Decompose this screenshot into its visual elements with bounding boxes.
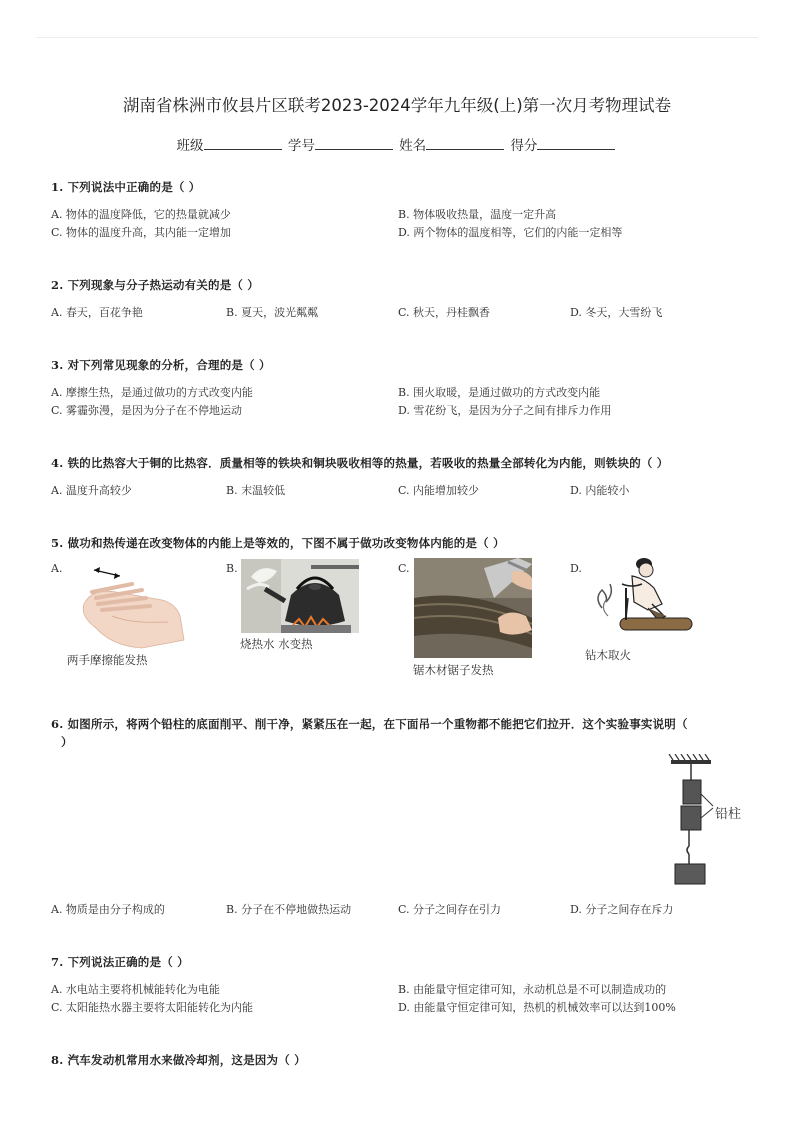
student-info-line [0,134,794,154]
q7-option-b[interactable]: B. 由能量守恒定律可知，永动机总是不可以制造成功的 [398,983,667,996]
name-blank[interactable] [426,135,504,150]
q4-option-d[interactable]: D. 内能较小 [570,484,630,497]
rubbing-hands-image [72,562,190,652]
q7-option-c[interactable]: C. 太阳能热水器主要将太阳能转化为内能 [51,1001,254,1014]
q7-option-a[interactable]: A. 水电站主要将机械能转化为电能 [51,983,220,996]
number-label: 学号 [287,138,315,154]
question-4-stem: 4. 铁的比热容大于铜的比热容．质量相等的铁块和铜块吸收相等的热量，若吸收的热量全部转化为内能，则铁块的（ ） [51,456,669,470]
kettle-image [241,559,359,633]
caption-c: 锯木材锯子发热 [413,663,494,677]
drilling-fire-image [592,558,696,642]
question-8-stem: 8. 汽车发动机常用水来做冷却剂，这是因为（ ） [51,1053,306,1067]
q5-option-d[interactable]: D. [570,562,582,575]
q2-option-b[interactable]: B. 夏天，波光粼粼 [226,306,319,319]
score-blank[interactable] [537,135,615,150]
class-blank[interactable] [204,135,282,150]
score-label: 得分 [510,138,538,154]
q1-option-c[interactable]: C. 物体的温度升高，其内能一定增加 [51,226,232,239]
q6-option-c[interactable]: C. 分子之间存在引力 [398,903,502,916]
q3-option-c[interactable]: C. 雾霾弥漫，是因为分子在不停地运动 [51,404,243,417]
q3-option-d[interactable]: D. 雪花纷飞，是因为分子之间有排斥力作用 [398,404,612,417]
q1-option-a[interactable]: A. 物体的温度降低，它的热量就减少 [51,208,231,221]
caption-a: 两手摩擦能发热 [67,653,148,667]
caption-b: 烧热水 水变热 [240,637,313,651]
name-label: 姓名 [399,138,427,154]
top-divider [36,37,758,38]
q7-option-d[interactable]: D. 由能量守恒定律可知，热机的机械效率可以达到100% [398,1001,676,1014]
q4-option-c[interactable]: C. 内能增加较少 [398,484,480,497]
class-label: 班级 [176,138,204,154]
number-blank[interactable] [315,135,393,150]
q3-option-b[interactable]: B. 围火取暖，是通过做功的方式改变内能 [398,386,601,399]
q1-option-d[interactable]: D. 两个物体的温度相等，它们的内能一定相等 [398,226,623,239]
q4-option-a[interactable]: A. 温度升高较少 [51,484,132,497]
exam-title: 湖南省株洲市攸县片区联考2023-2024学年九年级(上)第一次月考物理试卷 [122,96,672,115]
q6-option-b[interactable]: B. 分子在不停地做热运动 [226,903,352,916]
q5-option-a[interactable]: A. [51,562,63,575]
motion-arrow-icon [94,567,120,579]
q4-option-b[interactable]: B. 末温较低 [226,484,286,497]
q5-option-b[interactable]: B. [226,562,238,575]
question-1-stem: 1. 下列说法中正确的是（ ） [51,180,201,194]
q6-option-d[interactable]: D. 分子之间存在斥力 [570,903,674,916]
lead-cylinders-diagram [665,754,745,890]
q5-option-c[interactable]: C. [398,562,410,575]
caption-d: 钻木取火 [585,648,631,662]
question-5-stem: 5. 做功和热传递在改变物体的内能上是等效的，下图不属于做功改变物体内能的是（ ） [51,536,505,550]
q2-option-a[interactable]: A. 春天，百花争艳 [51,306,143,319]
q2-option-d[interactable]: D. 冬天，大雪纷飞 [570,306,663,319]
q2-option-c[interactable]: C. 秋天，丹桂飘香 [398,306,491,319]
question-7-stem: 7. 下列说法正确的是（ ） [51,955,189,969]
sawing-wood-image [414,558,532,658]
q6-option-a[interactable]: A. 物质是由分子构成的 [51,903,165,916]
question-2-stem: 2. 下列现象与分子热运动有关的是（ ） [51,278,260,292]
question-6-stem: 6. 如图所示，将两个铅柱的底面削平、削干净，紧紧压在一起，在下面吊一个重物都不能把它们拉开．这个实验事实说明（ [51,717,688,731]
lead-cylinder-label: 铅柱 [715,807,742,822]
q1-option-b[interactable]: B. 物体吸收热量，温度一定升高 [398,208,557,221]
question-6-stem-end: ） [61,735,73,749]
q3-option-a[interactable]: A. 摩擦生热，是通过做功的方式改变内能 [51,386,253,399]
question-3-stem: 3. 对下列常见现象的分析，合理的是（ ） [51,358,271,372]
